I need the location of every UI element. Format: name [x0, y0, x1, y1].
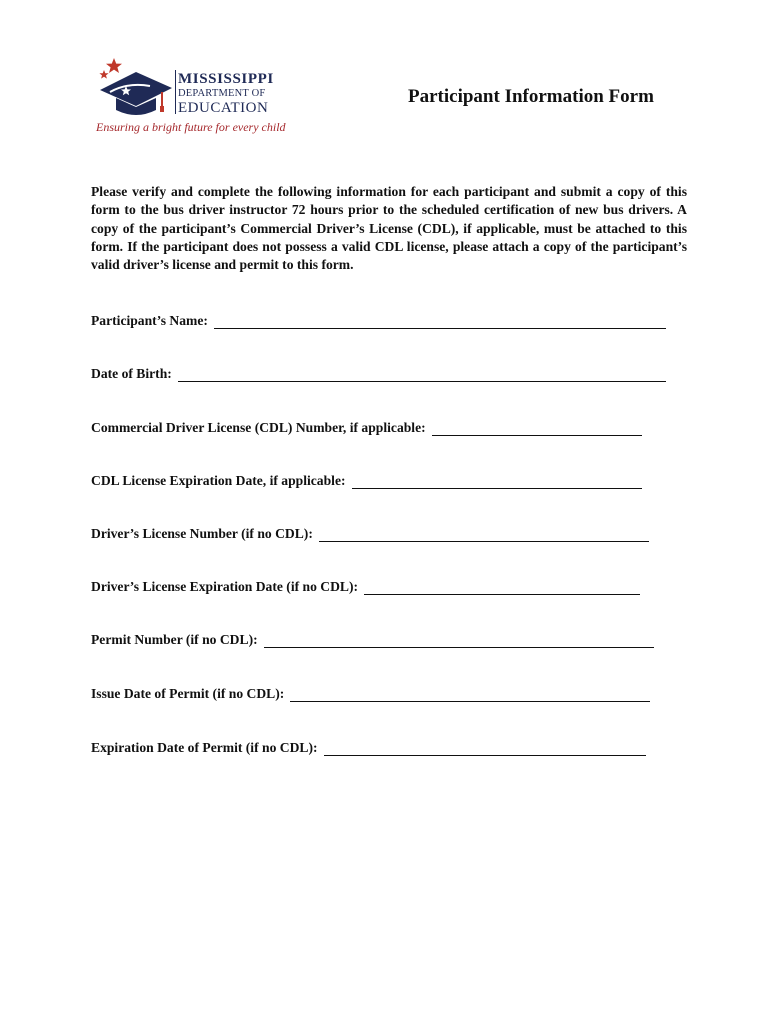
field-label: Participant’s Name:: [91, 313, 208, 328]
logo-wordmark: [178, 72, 298, 116]
logo-line-education: EDUCATION: [178, 99, 269, 116]
field-label: Driver’s License Expiration Date (if no CDL):: [91, 579, 359, 594]
field-label: Driver’s License Number (if no CDL):: [91, 526, 313, 541]
field-permit-expiration-date: [91, 736, 646, 756]
field-label: Expiration Date of Permit (if no CDL):: [91, 740, 318, 755]
field-cdl-expiration: [91, 469, 642, 489]
field-label: Issue Date of Permit (if no CDL):: [91, 686, 285, 701]
cdl-expiration-input[interactable]: [352, 476, 642, 489]
logo-tagline: Ensuring a bright future for every child: [96, 120, 286, 134]
field-label: Commercial Driver License (CDL) Number, if applicable:: [91, 420, 426, 435]
field-participant-name: [91, 309, 666, 329]
drivers-license-expiration-input[interactable]: [364, 582, 640, 595]
graduation-cap-icon: [96, 56, 176, 120]
logo-line-state: MISSISSIPPI: [178, 71, 274, 87]
date-of-birth-input[interactable]: [178, 369, 666, 382]
logo-divider: [175, 70, 176, 114]
drivers-license-number-input[interactable]: [319, 529, 649, 542]
field-permit-issue-date: [91, 682, 650, 702]
page-title: Participant Information Form: [408, 86, 654, 107]
permit-number-input[interactable]: [264, 635, 654, 648]
field-label: CDL License Expiration Date, if applicable:: [91, 473, 346, 488]
participant-name-input[interactable]: [214, 316, 666, 329]
instructions-paragraph: Please verify and complete the following information for each participant and submit a copy of this form to the bus driver instructor 72 hours prior to the scheduled certification of new bus drivers. A copy of the participant’s Commercial Driver’s License (CDL), if applicable, must be attached to this form. If the participant does not possess a valid CDL license, please attach a copy of the participant’s valid driver’s license and permit to this form.: [91, 184, 687, 273]
permit-expiration-date-input[interactable]: [324, 743, 646, 756]
permit-issue-date-input[interactable]: [290, 689, 650, 702]
field-date-of-birth: [91, 362, 666, 382]
field-label: Date of Birth:: [91, 366, 172, 381]
field-permit-number: [91, 628, 654, 648]
field-drivers-license-expiration: [91, 575, 640, 595]
field-drivers-license-number: [91, 522, 649, 542]
mde-logo: [96, 56, 286, 138]
logo-line-department: DEPARTMENT OF: [178, 88, 266, 99]
field-label: Permit Number (if no CDL):: [91, 632, 258, 647]
field-cdl-number: [91, 416, 642, 436]
cdl-number-input[interactable]: [432, 423, 642, 436]
